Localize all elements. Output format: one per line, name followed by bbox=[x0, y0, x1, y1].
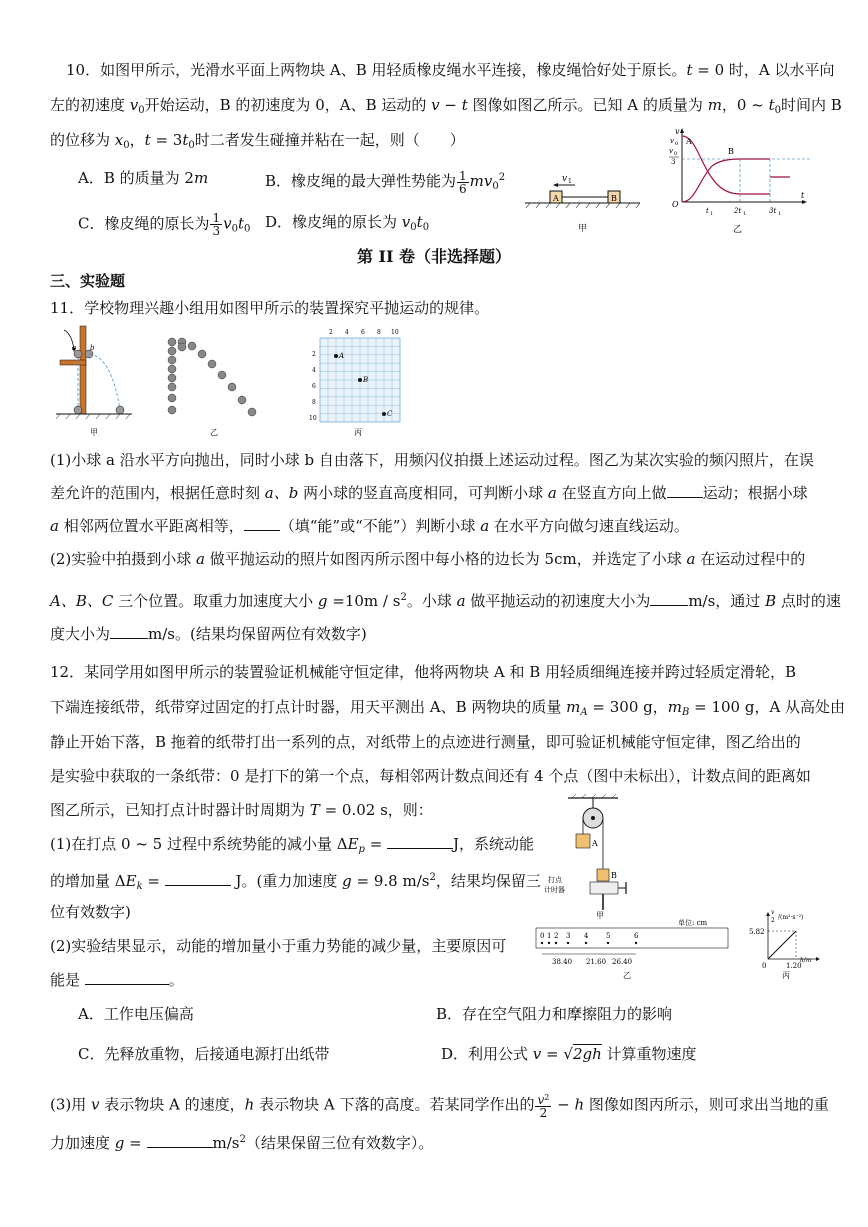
svg-text:6: 6 bbox=[361, 329, 365, 336]
q12-option-a[interactable]: A．工作电压偏高 bbox=[78, 1005, 194, 1023]
section-3-title: 三、实验题 bbox=[50, 272, 126, 290]
svg-text:1: 1 bbox=[710, 211, 714, 217]
q11-strobe-yi bbox=[168, 338, 256, 416]
svg-text:乙: 乙 bbox=[210, 428, 218, 437]
answer-blank-motion[interactable] bbox=[667, 483, 703, 498]
q12-line-5: 图乙所示，已知打点计时器计时周期为 T = 0.02 s，则： bbox=[50, 801, 433, 819]
answer-blank-delta-ek[interactable] bbox=[165, 871, 231, 886]
q12-option-d[interactable]: D．利用公式 v = √2gh 计算重物速度 bbox=[441, 1045, 697, 1063]
svg-text:0: 0 bbox=[674, 151, 678, 157]
svg-text:丙: 丙 bbox=[354, 428, 362, 437]
svg-text:单位: cm: 单位: cm bbox=[678, 919, 708, 927]
q12-line-1: 12．某同学用如图甲所示的装置验证机械能守恒定律，他将两物块 A 和 B 用轻质细绳连接并跨过轻质定滑轮，B bbox=[50, 663, 797, 681]
q10-figure-yi bbox=[660, 122, 810, 237]
svg-text:4: 4 bbox=[584, 932, 589, 940]
point-a bbox=[334, 354, 338, 358]
q11-apparatus-jia bbox=[56, 326, 132, 437]
svg-text:v: v bbox=[771, 909, 775, 916]
q12-part1-line-1: (1)在打点 0 ~ 5 过程中系统势能的减小量 $\Delta E_p = J$，系统动能 bbox=[50, 835, 535, 855]
svg-text:1: 1 bbox=[778, 211, 782, 217]
svg-text:2: 2 bbox=[771, 917, 775, 924]
svg-text:A: A bbox=[553, 194, 559, 203]
svg-text:B: B bbox=[728, 147, 734, 156]
q11-part1-line-3: a 相邻两位置水平距离相等， （填“能”或“不能”）判断小球 a 在水平方向做匀速直线运动。 bbox=[50, 517, 689, 535]
q12-part2-line-1: (2)实验结果显示，动能的增加量小于重力势能的减少量，主要原因可 bbox=[50, 937, 507, 955]
svg-text:B: B bbox=[611, 194, 617, 203]
svg-text:a: a bbox=[72, 344, 77, 352]
q12-part3-line-1: (3)用 v 表示物块 A 的速度，h 表示物块 A 下落的高度。若某同学作出的 $\frac{v^2}{2}$ − h 图像如图丙所示，则可求出当地的重 bbox=[50, 1093, 829, 1120]
q12-paper-tape-yi bbox=[536, 918, 728, 980]
q10-option-a[interactable]: A．B 的质量为 2m bbox=[78, 169, 209, 187]
svg-text:计时器: 计时器 bbox=[544, 886, 565, 894]
block-a bbox=[576, 834, 590, 848]
svg-text:B: B bbox=[363, 376, 369, 384]
q11-figures bbox=[52, 322, 412, 440]
curve-a bbox=[682, 136, 770, 194]
svg-text:v: v bbox=[669, 147, 673, 155]
svg-text:打点: 打点 bbox=[548, 876, 562, 884]
svg-text:4: 4 bbox=[312, 367, 316, 374]
q10-option-c[interactable]: C．橡皮绳的原长为 $\frac{1}{3}$ $v_0t_0$ bbox=[78, 211, 251, 238]
svg-text:3: 3 bbox=[566, 932, 571, 940]
q10-option-d[interactable]: D．橡皮绳的原长为 $v_0t_0$ bbox=[265, 213, 430, 233]
svg-text:b: b bbox=[90, 344, 95, 352]
graph-line bbox=[768, 931, 796, 959]
q10-figure-jia bbox=[520, 165, 645, 235]
svg-text:3: 3 bbox=[671, 158, 676, 166]
arrowhead-icon bbox=[553, 183, 558, 187]
svg-text:乙: 乙 bbox=[623, 971, 631, 980]
svg-text:4: 4 bbox=[345, 329, 349, 336]
answer-blank-g[interactable] bbox=[147, 1133, 213, 1148]
answer-blank-vb[interactable] bbox=[110, 624, 148, 639]
svg-text:0: 0 bbox=[675, 141, 679, 147]
timer bbox=[590, 882, 618, 894]
svg-text:h/m: h/m bbox=[800, 957, 812, 964]
svg-text:v: v bbox=[562, 174, 568, 184]
q12-option-b[interactable]: B．存在空气阻力和摩擦阻力的影响 bbox=[436, 1005, 673, 1023]
svg-text:丙: 丙 bbox=[782, 971, 790, 980]
svg-text:5.82: 5.82 bbox=[749, 928, 765, 936]
svg-text:v: v bbox=[670, 137, 674, 145]
q12-part2-line-2: 能是 。 bbox=[50, 971, 184, 989]
svg-text:5: 5 bbox=[606, 932, 611, 940]
q11-intro: 11．学校物理兴趣小组用如图甲所示的装置探究平抛运动的规律。 bbox=[50, 299, 490, 317]
q10-line-3: 的位移为 $x_0$，$t = 3t_0$时二者发生碰撞并粘在一起，则（ ） bbox=[50, 131, 465, 151]
svg-text:6: 6 bbox=[634, 932, 639, 940]
svg-text:A: A bbox=[339, 352, 345, 360]
q11-part2-line-3: 度大小为 m/s。(结果均保留两位有效数字) bbox=[50, 625, 367, 643]
q10-line-2: 左的初速度 $v_0$开始运动，B 的初速度为 0，A、B 运动的 v − t 图像如图乙所示。已知 A 的质量为 m，0 ~ $t_0$时间内 B bbox=[50, 96, 842, 116]
section-2-title: 第 II 卷（非选择题） bbox=[356, 247, 512, 266]
sqrt-icon: √ bbox=[563, 1045, 573, 1063]
q12-line-4: 是实验中获取的一条纸带：0 是打下的第一个点，每相邻两计数点间还有 4 个点（图中未标出），计数点间的距离如 bbox=[50, 767, 811, 785]
svg-text:甲: 甲 bbox=[596, 911, 604, 920]
svg-text:O: O bbox=[672, 200, 679, 209]
svg-text:0: 0 bbox=[762, 962, 767, 970]
q12-figures bbox=[528, 794, 828, 992]
answer-blank-can[interactable] bbox=[244, 516, 280, 531]
svg-text:2: 2 bbox=[312, 351, 316, 358]
svg-text:A: A bbox=[592, 839, 598, 848]
q12-part1-line-2: 的增加量 $\Delta E_k = J$。(重力加速度 g = 9.8 $m/s^2$，结果均保留三 bbox=[50, 872, 541, 892]
q11-grid-bing bbox=[309, 329, 400, 437]
svg-text:21.60: 21.60 bbox=[586, 958, 607, 966]
svg-text:2: 2 bbox=[554, 932, 559, 940]
block-b bbox=[597, 869, 609, 881]
svg-text:10: 10 bbox=[309, 415, 317, 422]
q11-part2-line-2: A、B、C 三个位置。取重力加速度大小 $g =10m / s^2$。小球 a 做平抛运动的初速度大小为 m/s，通过 B 点时的速 bbox=[50, 592, 841, 610]
q10-option-b[interactable]: B．橡皮绳的最大弹性势能为 $\frac{1}{6}$ $mv_0^2$ bbox=[265, 168, 506, 196]
svg-text:v: v bbox=[675, 127, 680, 136]
svg-text:2t: 2t bbox=[734, 207, 742, 215]
svg-text:t: t bbox=[801, 191, 805, 200]
svg-text:C: C bbox=[387, 410, 393, 418]
answer-blank-v0[interactable] bbox=[650, 591, 688, 606]
t-arrow-icon bbox=[802, 200, 807, 204]
svg-text:1: 1 bbox=[568, 178, 572, 185]
svg-text:0: 0 bbox=[540, 932, 545, 940]
q12-line-2: 下端连接纸带，纸带穿过固定的打点计时器，用天平测出 A、B 两物块的质量 $m_A = 300$ g，$m_B = 100$ g，A 从高处由 bbox=[50, 698, 846, 718]
v-arrow-icon bbox=[680, 128, 684, 133]
svg-text:26.40: 26.40 bbox=[612, 958, 633, 966]
svg-text:乙: 乙 bbox=[733, 225, 743, 235]
answer-blank-reason[interactable] bbox=[85, 970, 169, 985]
svg-text:甲: 甲 bbox=[90, 428, 98, 437]
svg-text:10: 10 bbox=[391, 329, 399, 336]
svg-text:甲: 甲 bbox=[578, 224, 588, 234]
ground-hatch bbox=[526, 203, 640, 208]
svg-text:6: 6 bbox=[312, 383, 316, 390]
q11-part2-line-1: (2)实验中拍摄到小球 a 做平抛运动的照片如图丙所示图中每小格的边长为 5cm，并选定了小球 a 在运动过程中的 bbox=[50, 550, 806, 568]
svg-text:8: 8 bbox=[377, 329, 381, 336]
svg-text:1: 1 bbox=[547, 932, 552, 940]
point-b bbox=[358, 378, 362, 382]
svg-text:/(m²·s⁻²): /(m²·s⁻²) bbox=[778, 914, 804, 921]
q12-graph-bing bbox=[749, 909, 820, 980]
answer-blank-delta-ep[interactable] bbox=[387, 834, 453, 849]
q11-part1-line-1: (1)小球 a 沿水平方向抛出，同时小球 b 自由落下，用频闪仪拍摄上述运动过程。图乙为某次实验的频闪照片，在误 bbox=[50, 451, 814, 469]
svg-text:38.40: 38.40 bbox=[552, 958, 573, 966]
q12-option-c[interactable]: C．先释放重物，后接通电源打出纸带 bbox=[78, 1045, 330, 1063]
svg-text:2: 2 bbox=[329, 329, 333, 336]
svg-text:3t: 3t bbox=[769, 207, 777, 215]
q12-part3-line-2: 力加速度 $g = m/s^2$（结果保留三位有效数字）。 bbox=[50, 1134, 434, 1152]
q11-part1-line-2: 差允许的范围内，根据任意时刻 a、b 两小球的竖直高度相同，可判断小球 a 在竖直方向上做 运动；根据小球 bbox=[50, 484, 808, 502]
q12-part1-line-3: 位有效数字) bbox=[50, 903, 131, 921]
svg-text:A: A bbox=[686, 137, 692, 146]
curve-b bbox=[682, 159, 770, 202]
svg-text:8: 8 bbox=[312, 399, 316, 406]
svg-text:t: t bbox=[706, 207, 709, 215]
q12-line-3: 静止开始下落，B 拖着的纸带打出一系列的点，对纸带上的点迹进行测量，即可验证机械能守恒定律，图乙给出的 bbox=[50, 733, 801, 751]
q10-line-1: 10．如图甲所示，光滑水平面上两物块 A、B 用轻质橡皮绳水平连接，橡皮绳恰好处于原长。t = 0 时，A 以水平向 bbox=[66, 61, 835, 79]
svg-text:1: 1 bbox=[743, 211, 747, 217]
point-c bbox=[382, 412, 386, 416]
svg-text:B: B bbox=[611, 871, 617, 880]
svg-text:1.20: 1.20 bbox=[786, 962, 802, 970]
